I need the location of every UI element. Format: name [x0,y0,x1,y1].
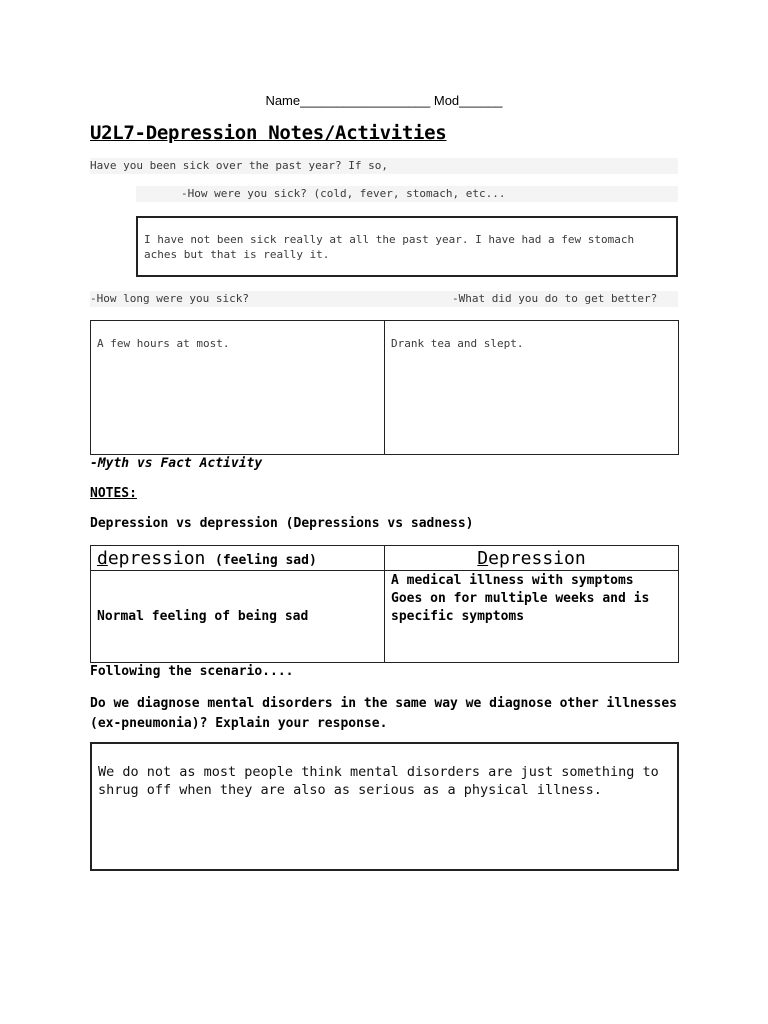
answer-box-how-sick[interactable] [136,216,678,277]
answer-diagnose-text: We do not as most people think mental disorders are just something to shrug off when they are also as serious as a physical illness. [98,764,659,798]
cell-medical-illness-line2: Goes on for multiple weeks and is specific symptoms [391,591,650,624]
question-how-long: -How long were you sick? [90,292,249,305]
header-right-rest: epression [488,547,586,569]
cell-normal-sadness [91,571,385,663]
sickness-answer-table [90,320,679,455]
answer-get-better-text: Drank tea and slept. [391,337,524,350]
question-how-sick: -How were you sick? (cold, fever, stomach, etc... [136,186,678,202]
header-lowercase-depression [91,546,385,571]
header-left-first-letter: d [97,547,108,569]
answer-how-long-cell[interactable] [91,321,385,455]
question-get-better: -What did you do to get better? [452,292,658,305]
header-left-rest: epression [107,547,206,569]
scenario-label: Following the scenario.... [90,664,294,679]
header-uppercase-depression [385,546,679,571]
page-title: U2L7-Depression Notes/Activities [90,122,447,144]
cell-normal-sadness-text: Normal feeling of being sad [97,608,309,624]
depression-comparison-table [90,545,679,663]
answer-box-diagnose[interactable] [90,742,679,871]
cell-medical-illness [385,571,679,663]
cell-medical-illness-line1: A medical illness with symptoms [391,573,634,588]
answer-how-sick-text: I have not been sick really at all the past year. I have had a few stomach aches but that is really it. [144,233,635,261]
comparison-heading: Depression vs depression (Depressions vs sadness) [90,516,474,531]
question-sick-past-year: Have you been sick over the past year? If so, [90,158,678,174]
header-right-first-letter: D [477,547,489,569]
name-mod-line: Name__________________ Mod______ [265,93,503,108]
diagnose-question: Do we diagnose mental disorders in the same way we diagnose other illnesses (ex-pneumonia)? Explain your response. [90,696,677,731]
answer-how-long-text: A few hours at most. [97,337,230,350]
notes-label: NOTES: [90,486,137,501]
answer-get-better-cell[interactable] [385,321,679,455]
question-row-duration-recovery [90,291,678,307]
header-left-note: (feeling sad) [215,552,317,568]
myth-fact-heading: -Myth vs Fact Activity [90,456,263,471]
